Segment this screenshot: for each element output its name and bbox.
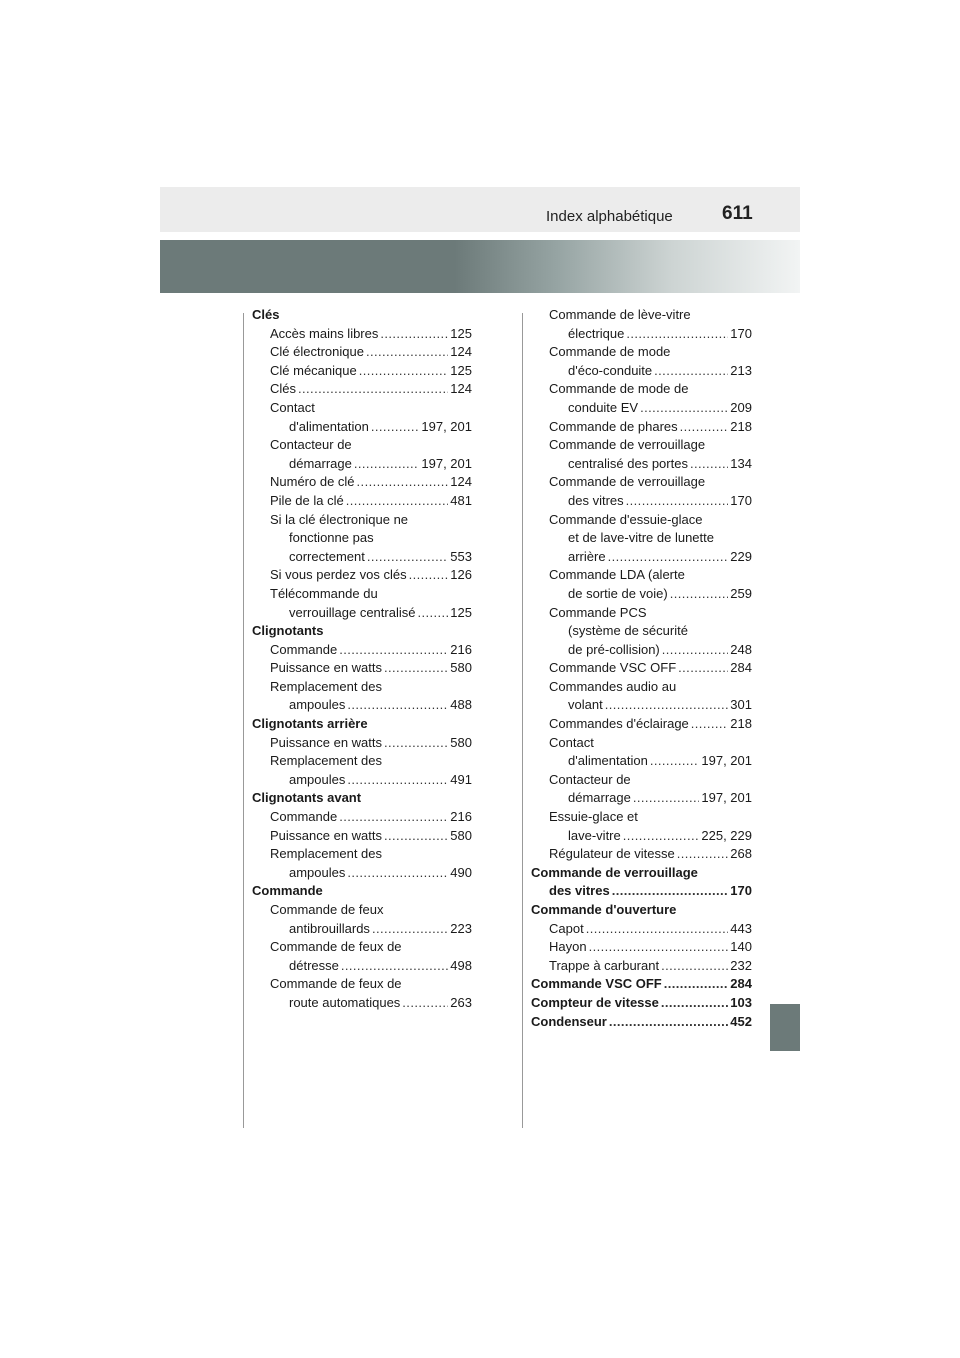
page-reference[interactable]: 197, 201 [701,753,752,769]
page-title: Index alphabétique [546,208,673,225]
index-heading: Commande d'ouverture [531,902,677,917]
entry-label: d'alimentation [568,753,648,769]
leader-dots [409,566,449,585]
index-entry[interactable] [252,418,472,437]
index-entry: Commande de mode de [549,381,689,397]
entry-label: Puissance en watts [270,660,383,676]
page-reference[interactable]: 125 [450,604,472,620]
entry-label: Pile de la clé [270,492,344,508]
index-entry: Commande de feux [270,902,384,917]
entry-label: Si vous perdez vos clés [270,567,407,583]
leader-dots [670,585,729,604]
index-heading: Clignotants arrière [252,716,368,732]
leader-dots [384,827,448,846]
index-entry[interactable] [531,548,752,567]
index-entry[interactable] [252,566,472,585]
index-entry[interactable] [531,399,752,418]
index-entry[interactable] [531,641,752,660]
page-reference[interactable]: 268 [730,846,752,862]
page-number: 611 [722,203,753,224]
entry-label: Clés [270,381,297,397]
index-heading: Clignotants [252,623,324,639]
entry-label: Puissance en watts [270,734,383,750]
index-heading[interactable] [531,975,752,994]
index-entry[interactable] [531,455,752,474]
index-entry[interactable] [531,362,752,381]
index-entry[interactable] [252,864,472,883]
index-heading[interactable] [531,1013,752,1032]
entry-label: Hayon [549,939,587,955]
index-entry: Commande d'essuie-glace [549,511,703,527]
index-entry[interactable] [252,734,472,753]
leader-dots [417,604,448,623]
index-entry: Commande PCS [549,604,647,620]
index-heading: Commande de verrouillage [531,864,698,880]
leader-dots [371,418,420,437]
leader-dots [691,715,729,734]
index-entry[interactable] [252,696,472,715]
page-reference[interactable]: 124 [450,381,472,397]
leader-dots [380,325,448,344]
index-entry[interactable] [531,715,752,734]
index-entry[interactable] [252,920,472,939]
index-entry[interactable] [252,771,472,790]
leader-dots [347,771,448,790]
leader-dots [609,1013,728,1032]
page-reference[interactable]: 443 [730,920,752,936]
index-entry[interactable] [531,845,752,864]
page-reference[interactable]: 140 [730,939,752,955]
page-reference[interactable]: 218 [730,418,752,434]
index-entry: Commande de feux de [270,939,402,955]
index-entry[interactable] [252,325,472,344]
leader-dots [402,994,448,1013]
entry-label: Capot [549,920,584,936]
entry-label: de sortie de voie) [568,585,668,601]
entry-label: ampoules [289,697,346,713]
page-reference[interactable]: 263 [450,994,472,1010]
leader-dots [366,343,448,362]
leader-dots [384,734,448,753]
header-strip [160,187,800,232]
leader-dots [662,641,729,660]
entry-label: ampoules [289,771,346,787]
index-entry[interactable] [252,808,472,827]
index-heading: Commande [252,883,323,899]
index-entry[interactable] [531,696,752,715]
index-entry[interactable] [531,752,752,771]
leader-dots [661,994,728,1013]
leader-dots [589,938,729,957]
page-reference[interactable]: 197, 201 [701,790,752,806]
entry-label: des vitres [549,883,610,899]
entry-label: conduite EV [568,399,639,415]
leader-dots [690,455,728,474]
page-reference[interactable]: 248 [730,641,752,657]
page-reference[interactable]: 124 [450,474,472,490]
leader-dots [664,975,729,994]
page-reference[interactable]: 124 [450,344,472,360]
index-entry: Télécommande du [270,585,378,601]
entry-label: lave-vitre [568,827,621,843]
entry-label: Commande VSC OFF [531,976,662,992]
index-heading: Clignotants avant [252,790,362,806]
page-reference[interactable]: 553 [450,548,472,564]
page-reference[interactable]: 225, 229 [701,827,752,843]
entry-label: de pré-collision) [568,641,660,657]
entry-label: Compteur de vitesse [531,994,659,1010]
entry-label: d'éco-conduite [568,362,653,378]
index-heading: Clés [252,307,280,322]
leader-dots [608,548,729,567]
index-entry[interactable] [252,659,472,678]
index-entry[interactable] [531,882,752,901]
page-reference[interactable]: 481 [450,492,472,508]
entry-label: d'alimentation [289,418,369,434]
index-entry: Commande de verrouillage [549,474,706,490]
entry-label: démarrage [568,790,631,806]
index-entry[interactable] [252,957,472,976]
entry-label: Commande [270,641,338,657]
entry-label: Commandes d'éclairage [549,716,689,732]
entry-label: Régulateur de vitesse [549,846,675,862]
leader-dots [654,362,728,381]
leader-dots [650,752,700,771]
index-entry[interactable] [531,938,752,957]
leader-dots [347,864,448,883]
leader-dots [612,882,729,901]
page-reference[interactable]: 125 [450,362,472,378]
index-entry: Commandes audio au [549,678,677,694]
index-entry[interactable] [531,827,752,846]
page-reference[interactable]: 498 [450,957,472,973]
leader-dots [354,455,420,474]
page-reference[interactable]: 216 [450,641,472,657]
leader-dots [661,957,728,976]
index-entry[interactable] [252,604,472,623]
index-entry[interactable] [531,920,752,939]
index-entry: (système de sécurité [568,623,688,639]
page-reference[interactable]: 170 [730,325,752,341]
entry-label: correctement [289,548,365,564]
page-reference[interactable]: 580 [450,660,472,676]
index-entry: Si la clé électronique ne [270,511,409,527]
index-entry: Essuie-glace et [549,809,638,825]
page-reference[interactable]: 170 [730,883,752,899]
index-entry[interactable] [531,325,752,344]
entry-label: Clé électronique [270,344,364,360]
page-reference[interactable]: 284 [730,976,752,992]
entry-label: électrique [568,325,625,341]
index-entry[interactable] [531,789,752,808]
entry-label: détresse [289,957,339,973]
entry-label: démarrage [289,455,352,471]
entry-label: Numéro de clé [270,474,355,490]
entry-label: Accès mains libres [270,325,379,341]
page-reference[interactable]: 103 [730,994,752,1010]
leader-dots [384,659,448,678]
leader-dots [633,789,700,808]
page-reference[interactable]: 284 [730,660,752,676]
index-entry: Remplacement des [270,753,382,769]
index-entry: Contact [270,399,315,415]
page-reference[interactable]: 229 [730,548,752,564]
page-reference[interactable]: 580 [450,734,472,750]
index-entry[interactable] [252,641,472,660]
index-entry[interactable] [531,492,752,511]
entry-label: centralisé des portes [568,455,688,471]
entry-label: Clé mécanique [270,362,357,378]
index-entry: Remplacement des [270,846,382,862]
index-entry: Commande de lève-vitre [549,307,691,322]
leader-dots [640,399,728,418]
page-reference[interactable]: 216 [450,809,472,825]
column-divider-right [522,313,523,1128]
page-reference[interactable]: 491 [450,771,472,787]
page-reference[interactable]: 452 [730,1013,752,1029]
index-entry: Commande de feux de [270,976,402,992]
leader-dots [372,920,448,939]
page-reference[interactable]: 488 [450,697,472,713]
leader-dots [586,920,729,939]
leader-dots [359,362,449,381]
leader-dots [626,492,729,511]
entry-label: Trappe à carburant [549,957,660,973]
page-reference[interactable]: 301 [730,697,752,713]
page-reference[interactable]: 197, 201 [421,418,472,434]
page-reference[interactable]: 170 [730,492,752,508]
index-entry: Contacteur de [270,437,352,453]
page-reference[interactable]: 223 [450,920,472,936]
leader-dots [346,492,449,511]
entry-label: Commande [270,809,338,825]
page-reference[interactable]: 197, 201 [421,455,472,471]
entry-label: Condenseur [531,1013,607,1029]
page-reference[interactable]: 218 [730,716,752,732]
leader-dots [680,418,729,437]
index-entry[interactable] [531,957,752,976]
index-entry[interactable] [531,659,752,678]
index-entry: et de lave-vitre de lunette [568,530,714,546]
index-entry[interactable] [531,585,752,604]
entry-label: route automatiques [289,994,401,1010]
leader-dots [367,548,448,567]
entry-label: antibrouillards [289,920,370,936]
page-reference[interactable]: 232 [730,957,752,973]
entry-label: ampoules [289,864,346,880]
leader-dots [341,957,448,976]
index-column-left [252,306,472,1013]
index-column-right [531,306,752,1031]
entry-label: des vitres [568,492,624,508]
entry-label: Puissance en watts [270,827,383,843]
index-entry[interactable] [531,418,752,437]
index-entry: Remplacement des [270,678,382,694]
entry-label: verrouillage centralisé [289,604,416,620]
entry-label: Commande de phares [549,418,678,434]
index-heading[interactable] [531,994,752,1013]
page-reference[interactable]: 213 [730,362,752,378]
section-thumb-tab[interactable] [770,1004,800,1051]
index-entry[interactable] [252,548,472,567]
page-reference[interactable]: 209 [730,399,752,415]
entry-label: Commande VSC OFF [549,660,677,676]
entry-label: volant [568,697,603,713]
leader-dots [677,845,729,864]
index-entry[interactable] [252,343,472,362]
leader-dots [605,696,729,715]
page-reference[interactable]: 126 [450,567,472,583]
page-reference[interactable]: 580 [450,827,472,843]
page-reference[interactable]: 134 [730,455,752,471]
leader-dots [357,473,449,492]
leader-dots [347,696,448,715]
header-band [160,240,800,293]
index-entry: fonctionne pas [289,530,374,546]
page-reference[interactable]: 490 [450,864,472,880]
index-entry[interactable] [252,492,472,511]
index-entry: Commande de mode [549,344,671,360]
entry-label: arrière [568,548,606,564]
index-entry: Commande LDA (alerte [549,567,685,583]
leader-dots [339,641,448,660]
index-entry[interactable] [252,380,472,399]
index-entry[interactable] [252,473,472,492]
page-reference[interactable]: 259 [730,585,752,601]
leader-dots [339,808,448,827]
index-entry[interactable] [252,994,472,1013]
index-entry: Contact [549,734,594,750]
leader-dots [626,325,728,344]
index-entry[interactable] [252,362,472,381]
leader-dots [298,380,448,399]
index-entry: Commande de verrouillage [549,437,706,453]
leader-dots [678,659,728,678]
page-reference[interactable]: 125 [450,325,472,341]
leader-dots [623,827,700,846]
index-entry[interactable] [252,455,472,474]
index-entry[interactable] [252,827,472,846]
index-entry: Contacteur de [549,771,631,787]
column-divider-left [243,313,244,1128]
